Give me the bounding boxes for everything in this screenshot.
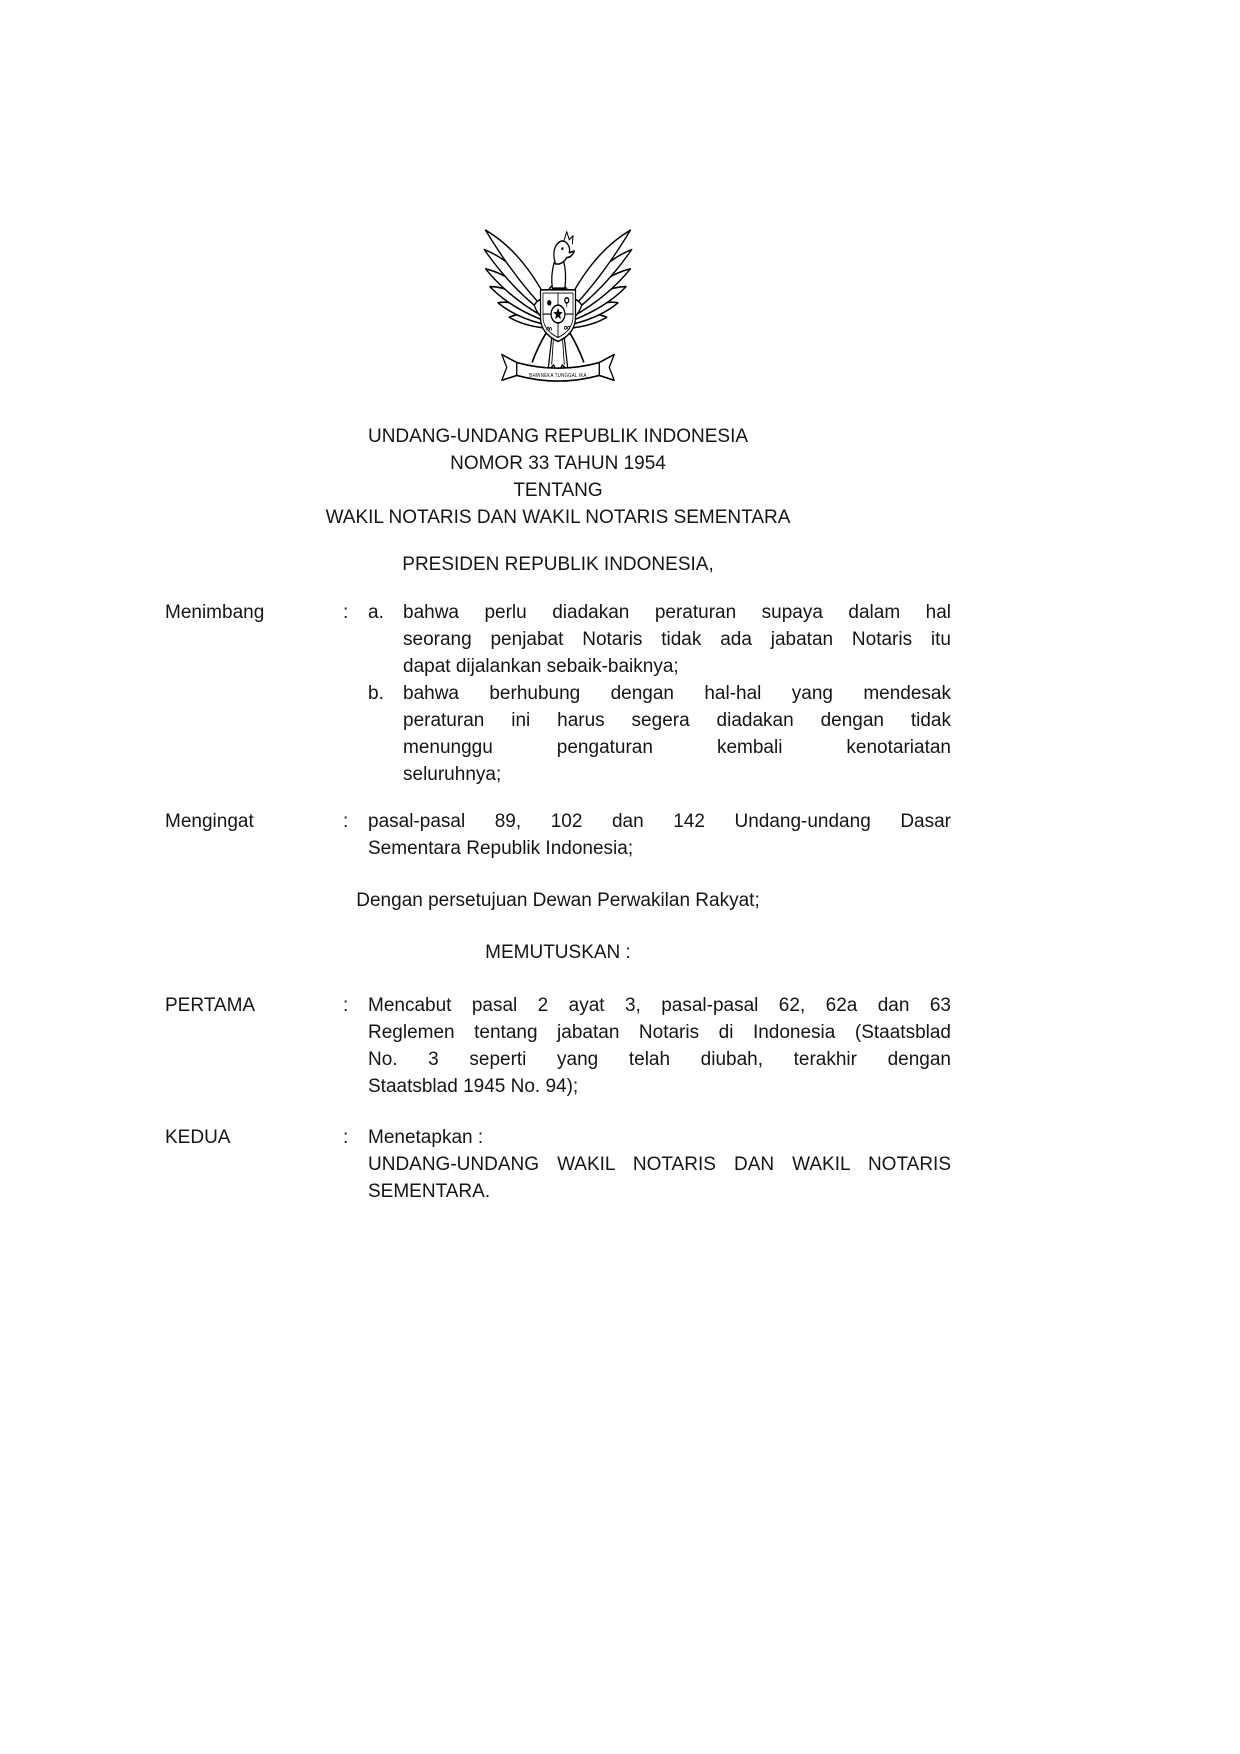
item-marker: b. xyxy=(368,683,384,704)
neck-icon xyxy=(552,261,566,288)
section-colon: : xyxy=(343,1127,349,1148)
text-line: bahwa berhubung dengan hal-hal yang mendesak xyxy=(403,683,951,704)
head-icon xyxy=(554,232,574,264)
garuda-pancasila-icon xyxy=(483,222,633,390)
text-line: Reglemen tentang jabatan Notaris di Indonesia (Staatsblad xyxy=(368,1022,951,1043)
consideration-item-b xyxy=(368,680,951,788)
section-label: Mengingat xyxy=(165,811,254,832)
section-kedua xyxy=(165,1124,951,1205)
item-text xyxy=(403,599,951,680)
agreement-line: Dengan persetujuan Dewan Perwakilan Rakyat; xyxy=(356,890,760,911)
eye-icon xyxy=(561,247,563,250)
title-block xyxy=(165,423,951,531)
salutation: PRESIDEN REPUBLIK INDONESIA, xyxy=(402,554,714,575)
text-line: Menetapkan : xyxy=(368,1127,484,1148)
text-line: seorang penjabat Notaris tidak ada jabatan Notaris itu xyxy=(403,629,951,650)
garuda-emblem xyxy=(483,222,633,390)
item-marker: a. xyxy=(368,602,384,623)
section-colon: : xyxy=(343,602,349,623)
section-colon: : xyxy=(343,995,349,1016)
emblem-motto: BHINNEKA TUNGGAL IKA xyxy=(529,372,587,380)
item-text xyxy=(403,680,951,788)
section-label: Menimbang xyxy=(165,602,265,623)
text-line: Sementara Republik Indonesia; xyxy=(368,838,634,859)
section-body xyxy=(368,808,951,862)
consideration-item-a xyxy=(368,599,951,680)
title-line-2: NOMOR 33 TAHUN 1954 xyxy=(450,453,666,474)
text-line: Staatsblad 1945 No. 94); xyxy=(368,1076,579,1097)
section-body xyxy=(368,599,951,788)
text-line: No. 3 seperti yang telah diubah, terakhir dengan xyxy=(368,1049,951,1070)
section-label: KEDUA xyxy=(165,1127,231,1148)
text-line: dapat dijalankan sebaik-baiknya; xyxy=(403,656,679,677)
section-pertama xyxy=(165,992,951,1100)
text-line: UNDANG-UNDANG WAKIL NOTARIS DAN WAKIL NOTARIS xyxy=(368,1154,951,1175)
title-line-3: TENTANG xyxy=(513,480,603,501)
text-line: menunggu pengaturan kembali kenotariatan xyxy=(403,737,951,758)
text-line: Mencabut pasal 2 ayat 3, pasal-pasal 62, 62a dan 63 xyxy=(368,995,951,1016)
text-line: SEMENTARA. xyxy=(368,1181,491,1202)
text-line: pasal-pasal 89, 102 dan 142 Undang-undang Dasar xyxy=(368,811,951,832)
text-line: seluruhnya; xyxy=(403,764,502,785)
document-content xyxy=(165,0,951,1205)
section-colon: : xyxy=(343,811,349,832)
section-label: PERTAMA xyxy=(165,995,256,1016)
section-body xyxy=(368,1124,951,1205)
title-line-4: WAKIL NOTARIS DAN WAKIL NOTARIS SEMENTARA xyxy=(325,507,791,528)
section-body xyxy=(368,992,951,1100)
title-line-1: UNDANG-UNDANG REPUBLIK INDONESIA xyxy=(367,426,749,447)
text-line: bahwa perlu diadakan peraturan supaya dalam hal xyxy=(403,602,951,623)
text-line: peraturan ini harus segera diadakan dengan tidak xyxy=(403,710,951,731)
section-menimbang xyxy=(165,599,951,788)
section-mengingat xyxy=(165,808,951,862)
decision-heading: MEMUTUSKAN : xyxy=(485,942,631,963)
